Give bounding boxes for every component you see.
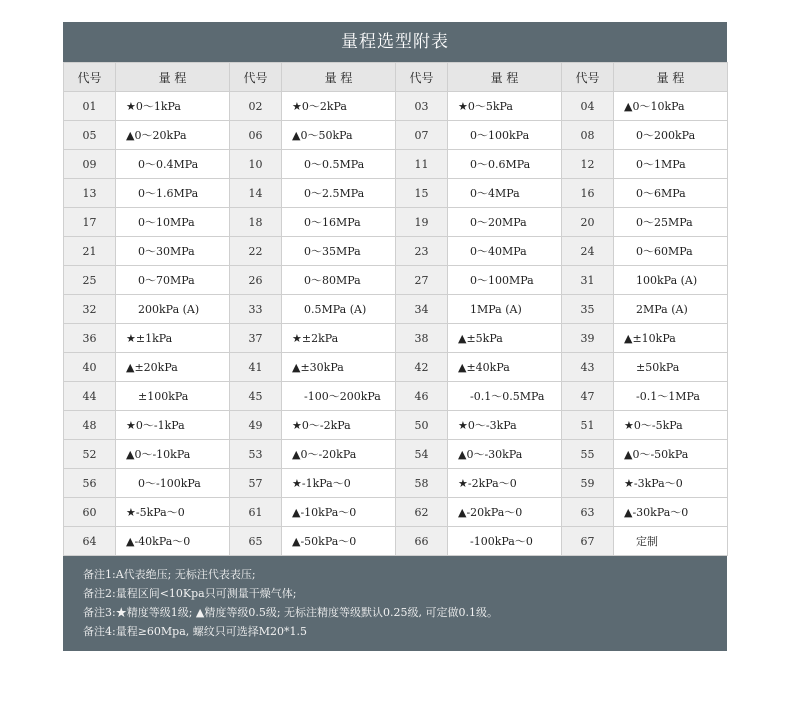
note-1: 备注1:A代表绝压; 无标注代表表压; (83, 568, 256, 581)
table-row (64, 411, 728, 440)
range-cell: ▲0～-50kPa (614, 440, 728, 469)
code-cell: 49 (230, 411, 282, 440)
code-cell: 40 (64, 353, 116, 382)
table-row (64, 179, 728, 208)
code-cell: 65 (230, 527, 282, 556)
table-title: 量程选型附表 (63, 22, 727, 62)
range-cell: ▲0～-30kPa (448, 440, 562, 469)
range-cell: 200kPa (A) (116, 295, 230, 324)
range-cell: ★-2kPa～0 (448, 469, 562, 498)
code-cell: 07 (396, 121, 448, 150)
range-cell: ▲-50kPa～0 (282, 527, 396, 556)
table-row (64, 527, 728, 556)
range-cell: 0～6MPa (614, 179, 728, 208)
code-cell: 44 (64, 382, 116, 411)
range-cell: ★0～-5kPa (614, 411, 728, 440)
code-cell: 06 (230, 121, 282, 150)
range-cell: ▲±5kPa (448, 324, 562, 353)
code-cell: 51 (562, 411, 614, 440)
range-cell: -0.1～0.5MPa (448, 382, 562, 411)
table-row (64, 266, 728, 295)
range-cell: 0～-100kPa (116, 469, 230, 498)
range-cell: ★0～-2kPa (282, 411, 396, 440)
code-cell: 54 (396, 440, 448, 469)
table-row (64, 295, 728, 324)
range-cell: 0～0.4MPa (116, 150, 230, 179)
range-cell: 0～1.6MPa (116, 179, 230, 208)
code-cell: 62 (396, 498, 448, 527)
code-cell: 16 (562, 179, 614, 208)
range-header: 量 程 (116, 63, 230, 92)
code-cell: 55 (562, 440, 614, 469)
code-cell: 64 (64, 527, 116, 556)
code-cell: 25 (64, 266, 116, 295)
range-cell: ★0～5kPa (448, 92, 562, 121)
range-cell: -100kPa～0 (448, 527, 562, 556)
range-cell: 0～4MPa (448, 179, 562, 208)
range-cell: 0～25MPa (614, 208, 728, 237)
table-row (64, 208, 728, 237)
table-row (64, 121, 728, 150)
range-cell: 0～70MPa (116, 266, 230, 295)
code-cell: 03 (396, 92, 448, 121)
code-cell: 31 (562, 266, 614, 295)
range-table (63, 62, 728, 556)
header-row (64, 63, 728, 92)
range-cell: 0～16MPa (282, 208, 396, 237)
code-header: 代号 (396, 63, 448, 92)
code-cell: 48 (64, 411, 116, 440)
code-cell: 26 (230, 266, 282, 295)
note-4: 备注4:量程≥60Mpa, 螺纹只可选择M20*1.5 (83, 625, 308, 638)
range-cell: ±100kPa (116, 382, 230, 411)
code-cell: 01 (64, 92, 116, 121)
code-cell: 47 (562, 382, 614, 411)
code-cell: 59 (562, 469, 614, 498)
range-header: 量 程 (448, 63, 562, 92)
code-cell: 57 (230, 469, 282, 498)
code-header: 代号 (64, 63, 116, 92)
range-cell: ★0～1kPa (116, 92, 230, 121)
code-header: 代号 (562, 63, 614, 92)
code-cell: 41 (230, 353, 282, 382)
range-cell: ★0～-3kPa (448, 411, 562, 440)
range-cell: 0～80MPa (282, 266, 396, 295)
range-cell: ±50kPa (614, 353, 728, 382)
code-cell: 56 (64, 469, 116, 498)
code-cell: 32 (64, 295, 116, 324)
range-cell: ★±2kPa (282, 324, 396, 353)
code-header: 代号 (230, 63, 282, 92)
range-cell: 0～20MPa (448, 208, 562, 237)
range-header: 量 程 (614, 63, 728, 92)
code-cell: 53 (230, 440, 282, 469)
code-cell: 19 (396, 208, 448, 237)
range-header: 量 程 (282, 63, 396, 92)
code-cell: 21 (64, 237, 116, 266)
range-cell: ▲±40kPa (448, 353, 562, 382)
code-cell: 67 (562, 527, 614, 556)
code-cell: 34 (396, 295, 448, 324)
table-row (64, 237, 728, 266)
table-row (64, 92, 728, 121)
code-cell: 09 (64, 150, 116, 179)
code-cell: 38 (396, 324, 448, 353)
code-cell: 42 (396, 353, 448, 382)
code-cell: 22 (230, 237, 282, 266)
range-cell: 0.5MPa (A) (282, 295, 396, 324)
code-cell: 36 (64, 324, 116, 353)
code-cell: 13 (64, 179, 116, 208)
code-cell: 63 (562, 498, 614, 527)
code-cell: 60 (64, 498, 116, 527)
table-row (64, 469, 728, 498)
range-cell: 0～30MPa (116, 237, 230, 266)
range-cell: ▲±30kPa (282, 353, 396, 382)
code-cell: 45 (230, 382, 282, 411)
notes-panel (63, 556, 727, 651)
range-cell: ★-3kPa～0 (614, 469, 728, 498)
range-cell: ★0～-1kPa (116, 411, 230, 440)
range-cell: ▲0～50kPa (282, 121, 396, 150)
code-cell: 52 (64, 440, 116, 469)
code-cell: 10 (230, 150, 282, 179)
range-cell: ▲-40kPa～0 (116, 527, 230, 556)
code-cell: 37 (230, 324, 282, 353)
code-cell: 05 (64, 121, 116, 150)
range-cell: 2MPa (A) (614, 295, 728, 324)
code-cell: 04 (562, 92, 614, 121)
range-cell: 0～100MPa (448, 266, 562, 295)
note-3: 备注3:★精度等级1级; ▲精度等级0.5级; 无标注精度等级默认0.25级, 可定做0.1级。 (83, 606, 499, 619)
range-cell: 100kPa (A) (614, 266, 728, 295)
code-cell: 18 (230, 208, 282, 237)
range-cell: 0～35MPa (282, 237, 396, 266)
range-cell: ★0～2kPa (282, 92, 396, 121)
code-cell: 66 (396, 527, 448, 556)
range-selection-sheet (63, 22, 727, 651)
range-cell: ▲-10kPa～0 (282, 498, 396, 527)
range-cell: ▲-20kPa～0 (448, 498, 562, 527)
range-cell: 定制 (614, 527, 728, 556)
table-row (64, 353, 728, 382)
range-cell: ★±1kPa (116, 324, 230, 353)
table-row (64, 324, 728, 353)
code-cell: 39 (562, 324, 614, 353)
code-cell: 14 (230, 179, 282, 208)
range-cell: -100～200kPa (282, 382, 396, 411)
code-cell: 23 (396, 237, 448, 266)
range-cell: ★-1kPa～0 (282, 469, 396, 498)
code-cell: 50 (396, 411, 448, 440)
code-cell: 15 (396, 179, 448, 208)
range-cell: ▲0～-10kPa (116, 440, 230, 469)
range-cell: 0～10MPa (116, 208, 230, 237)
code-cell: 12 (562, 150, 614, 179)
table-row (64, 382, 728, 411)
range-cell: ▲±10kPa (614, 324, 728, 353)
range-cell: ▲0～20kPa (116, 121, 230, 150)
range-cell: 0～0.6MPa (448, 150, 562, 179)
code-cell: 20 (562, 208, 614, 237)
table-row (64, 150, 728, 179)
code-cell: 24 (562, 237, 614, 266)
range-cell: 0～2.5MPa (282, 179, 396, 208)
note-2: 备注2:量程区间<10Kpa只可测量干燥气体; (83, 587, 297, 600)
range-cell: -0.1～1MPa (614, 382, 728, 411)
code-cell: 43 (562, 353, 614, 382)
code-cell: 27 (396, 266, 448, 295)
code-cell: 08 (562, 121, 614, 150)
range-cell: 0～1MPa (614, 150, 728, 179)
range-cell: ▲±20kPa (116, 353, 230, 382)
code-cell: 58 (396, 469, 448, 498)
range-cell: ★-5kPa～0 (116, 498, 230, 527)
code-cell: 46 (396, 382, 448, 411)
range-cell: 0～100kPa (448, 121, 562, 150)
code-cell: 17 (64, 208, 116, 237)
range-cell: ▲0～10kPa (614, 92, 728, 121)
table-row (64, 440, 728, 469)
range-cell: 1MPa (A) (448, 295, 562, 324)
range-cell: ▲0～-20kPa (282, 440, 396, 469)
code-cell: 33 (230, 295, 282, 324)
range-cell: 0～60MPa (614, 237, 728, 266)
code-cell: 61 (230, 498, 282, 527)
code-cell: 02 (230, 92, 282, 121)
code-cell: 35 (562, 295, 614, 324)
table-row (64, 498, 728, 527)
range-cell: 0～200kPa (614, 121, 728, 150)
code-cell: 11 (396, 150, 448, 179)
range-cell: 0～40MPa (448, 237, 562, 266)
range-cell: ▲-30kPa～0 (614, 498, 728, 527)
range-cell: 0～0.5MPa (282, 150, 396, 179)
